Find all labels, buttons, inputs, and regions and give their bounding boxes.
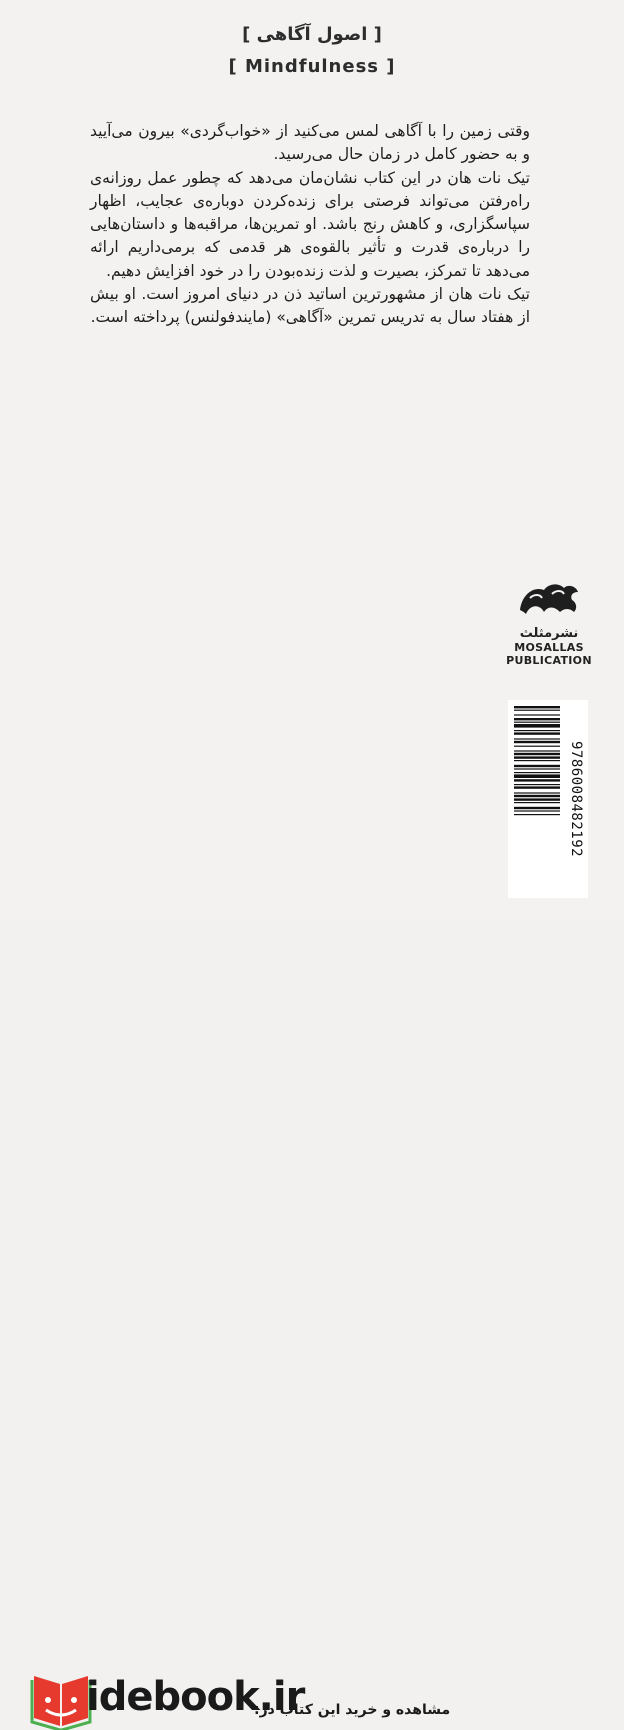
blurb-paragraph: تیک نات هان در این کتاب نشان‌مان می‌دهد که چطور عمل روزانه‌ی راه‌رفتن می‌تواند فرصتی برای زنده‌کردن دوباره‌ی عجایب، اظهار سپاسگزاری، و کاهش رنج باشد. او تمرین‌ها، مراقبه‌ها و داستان‌هایی را درباره‌ی قدرت و تأثیر بالقوه‌ی هر قدمی که برمی‌داریم ارائه می‌دهد تا تمرکز، بصیرت و لذت زنده‌بودن را در خود افزایش دهیم. [90, 168, 530, 280]
barcode-bar [514, 765, 560, 767]
barcode-bar [514, 795, 560, 797]
isbn-number: 9786008482192 [568, 740, 584, 858]
publisher-name-persian: نشرمثلث [519, 626, 579, 641]
barcode-bar [514, 810, 560, 811]
barcode-bar [514, 814, 560, 815]
barcode-bar [514, 753, 560, 755]
footer-caption: مشاهده و خرید این کتاب در: [254, 1702, 451, 1718]
open-book-smile-icon [30, 1670, 92, 1730]
barcode-bar [514, 774, 560, 778]
barcode-bar [514, 718, 560, 720]
footer-watermark [0, 834, 624, 1720]
publisher-name-english-sub: PUBLICATION [506, 654, 592, 667]
title-english: [ Mindfulness ] [228, 56, 396, 77]
barcode-bar [514, 706, 560, 708]
barcode-bar [514, 798, 560, 800]
barcode-bar [514, 724, 560, 728]
barcode-bar [514, 760, 560, 761]
blurb-paragraph: تیک نات هان از مشهورترین اساتید ذن در دنیای امروز است. او بیش از هفتاد سال به تدریس تمرین «آگاهی» (مایندفولنس) پرداخته است. [90, 285, 530, 327]
blurb-paragraph: وقتی زمین را با آگاهی لمس می‌کنید از «خواب‌گردی» بیرون می‌آیید و به حضور کامل در زمان حال می‌رسید. [90, 122, 530, 164]
barcode-bar [514, 741, 560, 743]
barcode-bar [514, 722, 560, 723]
barcode-bar [514, 784, 560, 785]
blurb-text [90, 120, 530, 330]
barcode-bar [514, 750, 560, 751]
barcode-bar [514, 802, 560, 803]
barcode-bar [514, 768, 560, 769]
barcode-bar [514, 772, 560, 773]
site-logo-text[interactable]: idebook.ir [86, 1674, 305, 1720]
barcode-bar [514, 779, 560, 781]
barcode-bar [514, 710, 560, 711]
stylized-bird-icon [514, 580, 584, 624]
publisher-logo [494, 580, 604, 667]
barcode-bar [514, 746, 560, 747]
barcode-bar [514, 714, 560, 715]
barcode-bar [514, 807, 560, 809]
publisher-name-english: MOSALLAS [514, 641, 584, 654]
barcode-bar [514, 792, 560, 793]
barcode-bar [514, 732, 560, 734]
title-persian: [ اصول آگاهی ] [242, 24, 382, 45]
barcode-bar [514, 756, 560, 758]
barcode-bar [514, 730, 560, 731]
barcode-bar [514, 786, 560, 788]
barcode-bar [514, 738, 560, 739]
